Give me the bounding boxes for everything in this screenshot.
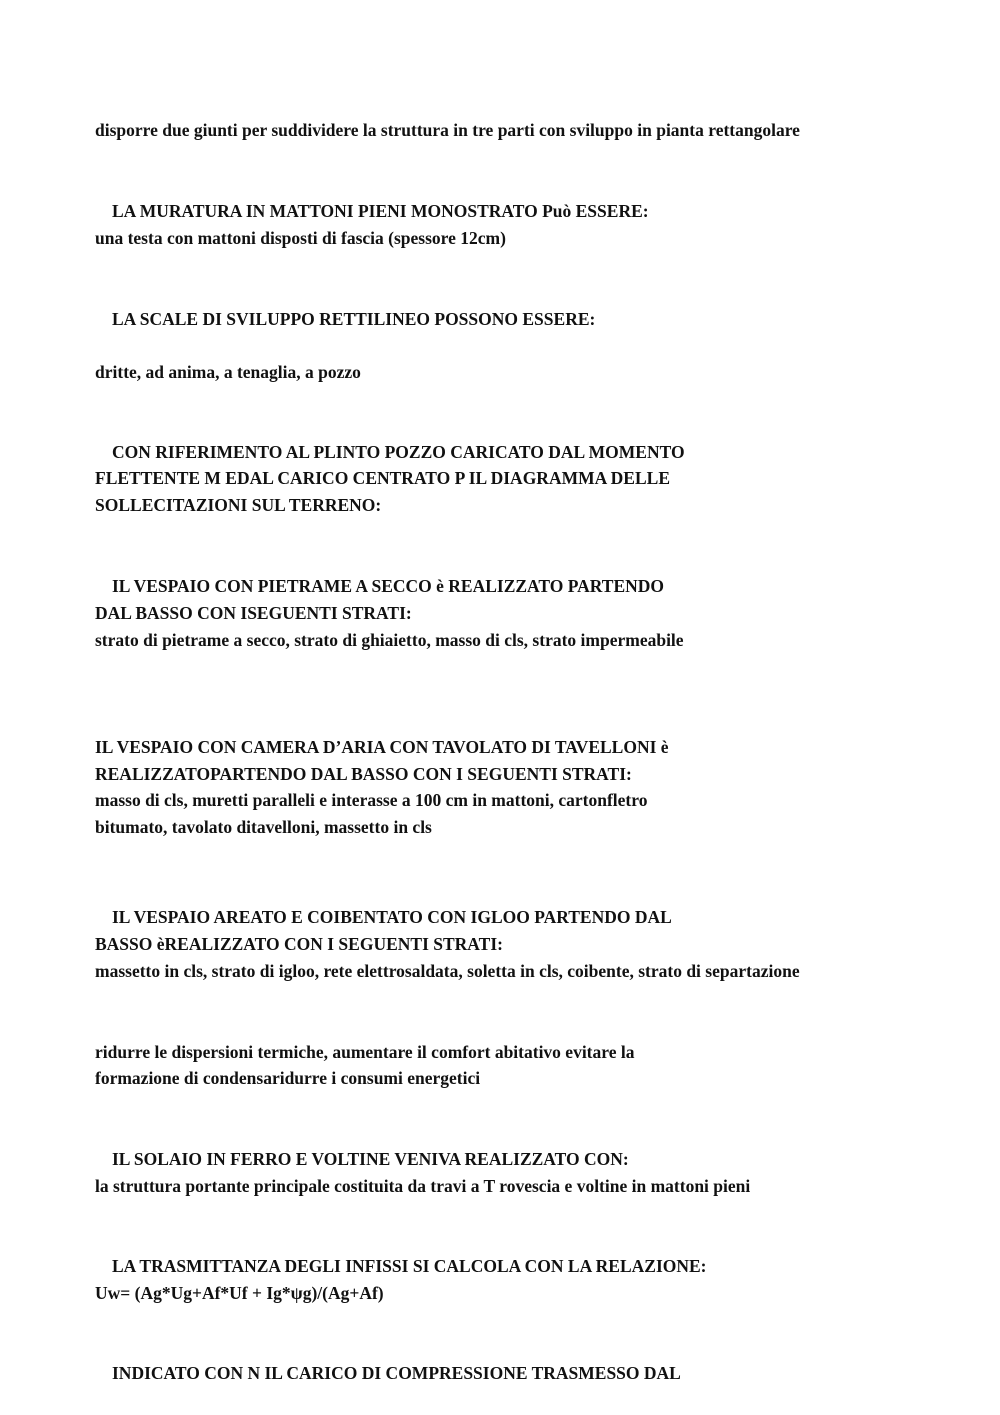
answer-line: dritte, ad anima, a tenaglia, a pozzo: [95, 362, 361, 382]
question-heading: REALIZZATOPARTENDO DAL BASSO CON I SEGUENTI STRATI:: [95, 764, 632, 784]
question-heading: INDICATO CON N IL CARICO DI COMPRESSIONE TRASMESSO DAL: [112, 1363, 681, 1383]
question-heading: BASSO èREALIZZATO CON I SEGUENTI STRATI:: [95, 934, 503, 954]
answer-line: formazione di condensaridurre i consumi energetici: [95, 1068, 481, 1088]
answer-line: disporre due giunti per suddividere la struttura in tre parti con sviluppo in pianta rettangolare: [95, 120, 800, 140]
question-heading: SOLLECITAZIONI SUL TERRENO:: [95, 495, 382, 515]
question-heading: IL VESPAIO CON PIETRAME A SECCO è REALIZZATO PARTENDO: [112, 576, 665, 596]
question-heading: LA MURATURA IN MATTONI PIENI MONOSTRATO Può ESSERE:: [112, 201, 649, 221]
question-heading: LA SCALE DI SVILUPPO RETTILINEO POSSONO ESSERE:: [112, 309, 596, 329]
answer-line: ridurre le dispersioni termiche, aumentare il comfort abitativo evitare la: [95, 1042, 635, 1062]
formula-line: Uw= (Ag*Ug+Af*Uf + Ig*ψg)/(Ag+Af): [95, 1283, 384, 1303]
question-heading: CON RIFERIMENTO AL PLINTO POZZO CARICATO DAL MOMENTO: [112, 442, 685, 462]
question-heading: IL VESPAIO AREATO E COIBENTATO CON IGLOO PARTENDO DAL: [112, 907, 672, 927]
question-heading: FLETTENTE M EDAL CARICO CENTRATO P IL DIAGRAMMA DELLE: [95, 468, 670, 488]
answer-line: massetto in cls, strato di igloo, rete elettrosaldata, soletta in cls, coibente, strato di separtazione: [95, 961, 800, 981]
answer-line: masso di cls, muretti paralleli e interasse a 100 cm in mattoni, cartonfletro: [95, 790, 648, 810]
answer-line: bitumato, tavolato ditavelloni, massetto in cls: [95, 817, 432, 837]
answer-line: una testa con mattoni disposti di fascia (spessore 12cm): [95, 228, 506, 248]
question-heading: DAL BASSO CON ISEGUENTI STRATI:: [95, 603, 412, 623]
question-heading: LA TRASMITTANZA DEGLI INFISSI SI CALCOLA CON LA RELAZIONE:: [112, 1256, 707, 1276]
answer-line: la struttura portante principale costituita da travi a T rovescia e voltine in mattoni pieni: [95, 1176, 751, 1196]
question-heading: IL SOLAIO IN FERRO E VOLTINE VENIVA REALIZZATO CON:: [112, 1149, 629, 1169]
question-heading: IL VESPAIO CON CAMERA D’ARIA CON TAVOLATO DI TAVELLONI è: [95, 737, 669, 757]
answer-line: strato di pietrame a secco, strato di ghiaietto, masso di cls, strato impermeabile: [95, 630, 684, 650]
